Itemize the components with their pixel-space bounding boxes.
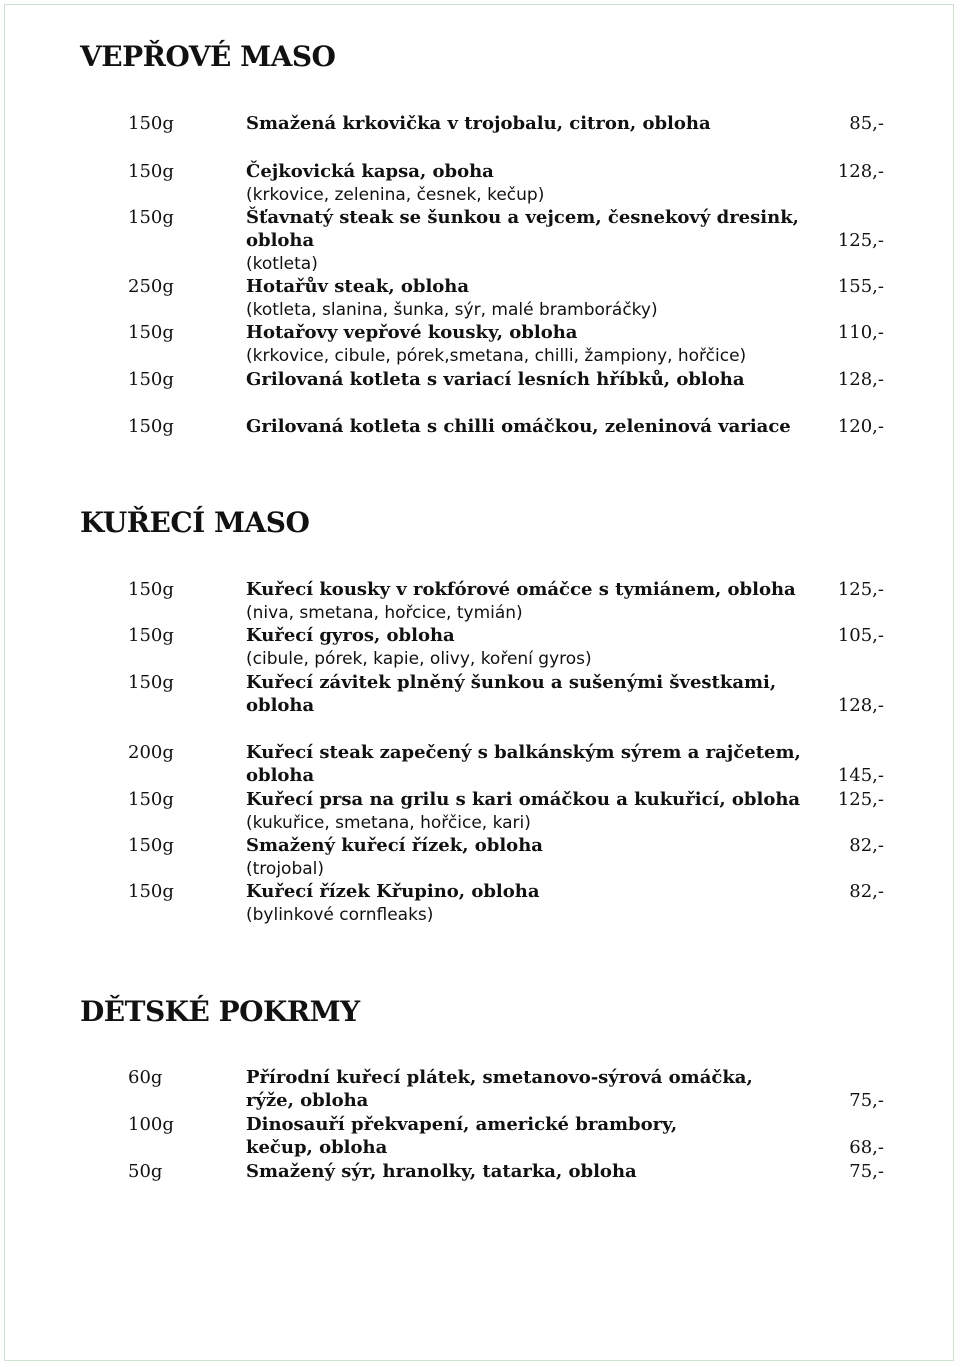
item-name-continued: obloha: [246, 765, 315, 786]
item-weight: 100g: [128, 1114, 174, 1135]
item-weight: 150g: [128, 416, 174, 437]
item-weight: 150g: [128, 881, 174, 902]
item-name: Smažený kuřecí řízek, obloha: [246, 835, 543, 856]
item-price: 82,-: [849, 881, 884, 902]
item-name-continued: obloha: [246, 230, 315, 251]
item-weight: 150g: [128, 625, 174, 646]
item-price: 125,-: [837, 230, 884, 251]
item-weight: 150g: [128, 207, 174, 228]
item-weight: 150g: [128, 322, 174, 343]
item-name: Hotařovy vepřové kousky, obloha: [246, 322, 578, 343]
item-name-continued: kečup, obloha: [246, 1137, 388, 1158]
item-name: Čejkovická kapsa, oboha: [246, 161, 494, 182]
item-weight: 60g: [128, 1067, 163, 1088]
item-name: Hotařův steak, obloha: [246, 276, 470, 297]
item-price: 155,-: [837, 276, 884, 297]
item-weight: 250g: [128, 276, 174, 297]
item-price: 105,-: [837, 625, 884, 646]
item-name: Šťavnatý steak se šunkou a vejcem, česnekový dresink,: [246, 207, 799, 228]
item-name-continued: rýže, obloha: [246, 1090, 369, 1111]
section-title-kids: DĚTSKÉ POKRMY: [80, 995, 360, 1028]
item-name: Grilovaná kotleta s variací lesních hříbků, obloha: [246, 369, 745, 390]
item-price: 145,-: [837, 765, 884, 786]
item-name: Kuřecí řízek Křupino, obloha: [246, 881, 540, 902]
item-price: 128,-: [837, 695, 884, 716]
item-ingredients: (kotleta): [246, 254, 318, 274]
item-price: 85,-: [849, 113, 884, 134]
item-ingredients: (niva, smetana, hořcice, tymián): [246, 603, 523, 623]
item-price: 120,-: [837, 416, 884, 437]
section-title-chicken: KUŘECÍ MASO: [80, 506, 310, 539]
item-weight: 150g: [128, 161, 174, 182]
item-price: 125,-: [837, 789, 884, 810]
item-name: Smažená krkovička v trojobalu, citron, obloha: [246, 113, 711, 134]
item-price: 75,-: [849, 1161, 884, 1182]
item-ingredients: (krkovice, cibule, pórek,smetana, chilli, žampiony, hořčice): [246, 346, 747, 366]
item-name: Kuřecí prsa na grilu s kari omáčkou a kukuřicí, obloha: [246, 789, 801, 810]
item-weight: 150g: [128, 369, 174, 390]
item-name: Kuřecí kousky v rokfórové omáčce s tymiánem, obloha: [246, 579, 796, 600]
item-ingredients: (kotleta, slanina, šunka, sýr, malé bramboráčky): [246, 300, 658, 320]
item-ingredients: (bylinkové cornfleaks): [246, 905, 434, 925]
item-price: 125,-: [837, 579, 884, 600]
item-name: Kuřecí gyros, obloha: [246, 625, 455, 646]
item-name: Grilovaná kotleta s chilli omáčkou, zeleninová variace: [246, 416, 791, 437]
item-weight: 150g: [128, 672, 174, 693]
item-name: Kuřecí steak zapečený s balkánským sýrem a rajčetem,: [246, 742, 801, 763]
item-ingredients: (krkovice, zelenina, česnek, kečup): [246, 185, 545, 205]
item-price: 128,-: [837, 369, 884, 390]
item-name: Smažený sýr, hranolky, tatarka, obloha: [246, 1161, 637, 1182]
item-ingredients: (trojobal): [246, 859, 325, 879]
item-name: Dinosauří překvapení, americké brambory,: [246, 1114, 678, 1135]
item-weight: 200g: [128, 742, 174, 763]
item-name: Kuřecí závitek plněný šunkou a sušenými švestkami,: [246, 672, 777, 693]
item-weight: 150g: [128, 789, 174, 810]
item-price: 82,-: [849, 835, 884, 856]
item-price: 128,-: [837, 161, 884, 182]
item-weight: 150g: [128, 113, 174, 134]
item-name: Přírodní kuřecí plátek, smetanovo-sýrová omáčka,: [246, 1067, 753, 1088]
item-name-continued: obloha: [246, 695, 315, 716]
item-weight: 50g: [128, 1161, 163, 1182]
item-ingredients: (cibule, pórek, kapie, olivy, koření gyros): [246, 649, 592, 669]
item-weight: 150g: [128, 835, 174, 856]
item-price: 68,-: [849, 1137, 884, 1158]
section-title-pork: VEPŘOVÉ MASO: [80, 40, 336, 73]
item-weight: 150g: [128, 579, 174, 600]
item-price: 110,-: [837, 322, 884, 343]
item-price: 75,-: [849, 1090, 884, 1111]
item-ingredients: (kukuřice, smetana, hořčice, kari): [246, 813, 531, 833]
